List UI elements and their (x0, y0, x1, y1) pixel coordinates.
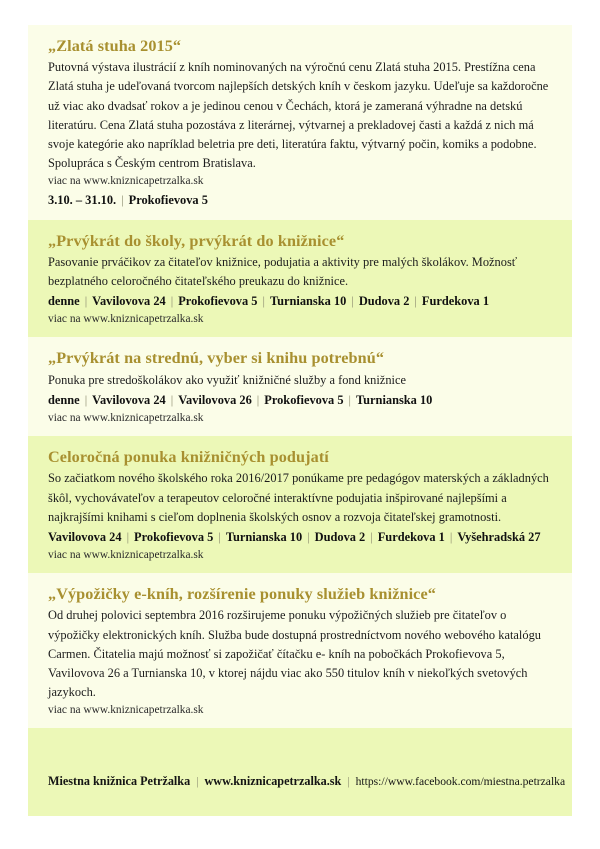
event-more-link[interactable]: viac na www.kniznicapetrzalka.sk (48, 704, 204, 717)
event-location: Turnianska 10 (356, 392, 433, 407)
event-block-prvykrat-na-strednu (28, 337, 572, 436)
footer-contact-line (48, 773, 565, 790)
meta-separator-icon: | (307, 529, 310, 544)
event-description: Ponuka pre stredoškolákov ako využiť knižničné služby a fond knižnice (48, 372, 406, 387)
event-location: Prokofievova 5 (134, 529, 214, 544)
meta-separator-icon: | (121, 193, 124, 208)
event-meta-line (48, 191, 552, 210)
event-location: Turnianska 10 (269, 294, 347, 309)
event-heading: Celoročná ponuka knižničných podujatí (48, 448, 329, 467)
event-heading: „Prvýkrát na strednú, vyber si knihu potrebnú“ (48, 349, 385, 368)
footer-facebook-link[interactable]: https://www.facebook.com/miestna.petrzalka (355, 774, 566, 788)
flyer-page (28, 25, 572, 816)
event-location: Turnianska 10 (225, 529, 303, 544)
event-meta-line (48, 528, 552, 547)
event-block-zlata-stuha (28, 25, 572, 220)
meta-separator-icon: | (256, 392, 260, 407)
event-description: Putovná výstava ilustrácií z kníh nominovaných na výročnú cenu Zlatá stuha 2015. Prestížna cena Zlatá stuha je udeľovaná tvorcom najlepších detských kníh v českom jazyku. Udeľuje sa každoročne už viac ako dvadsať rokov a je jedinou cenou v Čechách, ktorá je zameraná výhradne na detskú literatúru. Cena Zlatá stuha pozostáva z literárnej, výtvarnej a prekladovej časti a každá z nich má svoje kategórie ako napríklad beletria pre deti, literatúra faktu, výtvarný počin, komiks a podobne. Spolupráca s Českým centrom Bratislava. (48, 60, 549, 171)
event-location: Furdekova 1 (421, 294, 490, 309)
event-frequency: denne (48, 294, 80, 309)
event-location: Vyšehradská 27 (457, 529, 541, 544)
event-location: Furdekova 1 (377, 529, 445, 544)
event-description: So začiatkom nového školského roka 2016/2017 ponúkame pre pedagógov materských a základných škôl, vychovávateľov a terapeutov celoročné interaktívne podujatia inšpirované najlepšími a najkrajšími knihami s cieľom doplnenia školských osnov a rozvoja čitateľskej gramotnosti. (48, 471, 549, 524)
event-more-link[interactable]: viac na www.kniznicapetrzalka.sk (48, 175, 204, 188)
event-meta-line (48, 292, 552, 311)
event-location: Prokofievova 5 (128, 193, 208, 208)
meta-separator-icon: | (84, 294, 88, 309)
event-frequency: denne (48, 392, 80, 407)
event-heading: „Výpožičky e-kníh, rozšírenie ponuky služieb knižnice“ (48, 585, 436, 604)
event-location: Prokofievova 5 (264, 392, 344, 407)
event-more-link[interactable]: viac na www.kniznicapetrzalka.sk (48, 549, 204, 562)
event-heading: „Zlatá stuha 2015“ (48, 37, 182, 55)
meta-separator-icon: | (170, 294, 174, 309)
event-more-link[interactable]: viac na www.kniznicapetrzalka.sk (48, 412, 204, 425)
event-location: Vavilovova 24 (48, 529, 122, 544)
meta-separator-icon: | (218, 529, 221, 544)
page-footer (28, 728, 572, 816)
meta-separator-icon: | (170, 392, 174, 407)
meta-separator-icon: | (449, 529, 453, 544)
event-more-link[interactable]: viac na www.kniznicapetrzalka.sk (48, 313, 204, 326)
meta-separator-icon: | (414, 294, 417, 309)
event-date: 3.10. – 31.10. (48, 193, 117, 208)
footer-website-link[interactable]: www.kniznicapetrzalka.sk (204, 773, 342, 788)
event-location: Vavilovova 26 (178, 392, 252, 407)
event-description: Pasovanie prváčikov za čitateľov knižnice, podujatia a aktivity pre malých školákov. Možnosť bezplatného celoročného čitateľského preukazu do knižnice. (48, 254, 518, 288)
meta-separator-icon: | (370, 529, 373, 544)
event-meta-line (48, 391, 552, 410)
event-block-vypozicky-e-knih (28, 573, 572, 728)
event-block-prvykrat-do-skoly (28, 220, 572, 338)
meta-separator-icon: | (348, 392, 352, 407)
footer-organization: Miestna knižnica Petržalka (48, 773, 191, 788)
meta-separator-icon: | (84, 392, 88, 407)
footer-separator-icon: | (347, 774, 350, 788)
meta-separator-icon: | (126, 529, 130, 544)
meta-separator-icon: | (351, 294, 354, 309)
event-location: Dudova 2 (314, 529, 366, 544)
meta-separator-icon: | (262, 294, 265, 309)
event-heading: „Prvýkrát do školy, prvýkrát do knižnice“ (48, 231, 345, 250)
event-block-celorocna-ponuka (28, 436, 572, 573)
event-location: Vavilovova 24 (92, 392, 166, 407)
event-location: Prokofievova 5 (178, 294, 258, 309)
event-location: Dudova 2 (358, 294, 410, 309)
footer-separator-icon: | (196, 774, 199, 788)
event-location: Vavilovova 24 (92, 294, 166, 309)
event-description: Od druhej polovici septembra 2016 rozširujeme ponuku výpožičných služieb pre čitateľov o výpožičky elektronických kníh. Služba bude dostupná prostredníctvom nového webového katalógu Carmen. Čitatelia majú možnosť si zapožičať čítačku e- kníh na pobočkách Prokofievova 5, Vavilovova 26 a Turnianska 10, v ktorej nájdu viac ako 550 titulov kníh v niekoľkých svetových jazykoch. (48, 608, 541, 700)
